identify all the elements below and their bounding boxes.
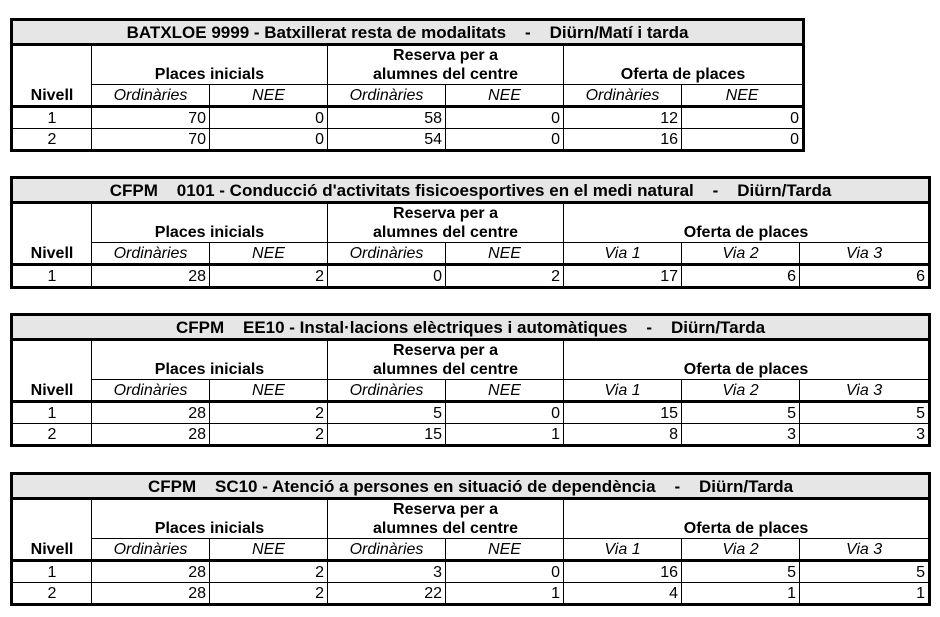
subheader-nee: NEE — [210, 539, 328, 561]
subheader-nee: NEE — [446, 243, 564, 265]
reserva-header-line2: alumnes del centre — [328, 65, 564, 85]
nivell-header: Nivell — [12, 243, 92, 265]
cell-via3: 6 — [800, 265, 930, 288]
table-batxloe-9999 — [10, 18, 805, 152]
subheader-nee: NEE — [210, 243, 328, 265]
table-title: CFPM EE10 - Instal·lacions elèctriques i automàtiques - Diürn/Tarda — [12, 315, 930, 340]
reserva-header-line1: Reserva per a — [328, 45, 564, 66]
cell-via1: 16 — [564, 561, 682, 583]
cell-res-nee: 0 — [446, 561, 564, 583]
cell-res-nee: 0 — [446, 129, 564, 151]
table-title: BATXLOE 9999 - Batxillerat resta de modalitats - Diürn/Matí i tarda — [12, 20, 804, 45]
cell-pi-nee: 0 — [210, 107, 328, 129]
cell-res-ord: 5 — [328, 402, 446, 424]
reserva-header-line1: Reserva per a — [328, 499, 564, 520]
reserva-header-line2: alumnes del centre — [328, 360, 564, 380]
cell-nivell: 1 — [12, 107, 92, 129]
subheader-via1: Via 1 — [564, 243, 682, 265]
nivell-header: Nivell — [12, 380, 92, 402]
cell-pi-ord: 28 — [92, 265, 210, 288]
oferta-header: Oferta de places — [564, 223, 930, 243]
places-inicials-header: Places inicials — [92, 360, 328, 380]
cell-pi-ord: 28 — [92, 424, 210, 446]
subheader-via2: Via 2 — [682, 243, 800, 265]
reserva-header-line1: Reserva per a — [328, 340, 564, 361]
subheader-via1: Via 1 — [564, 380, 682, 402]
cell-pi-nee: 2 — [210, 424, 328, 446]
cell-pi-nee: 2 — [210, 265, 328, 288]
cell-nivell: 1 — [12, 561, 92, 583]
subheader-via2: Via 2 — [682, 380, 800, 402]
cell-via3: 5 — [800, 561, 930, 583]
oferta-header: Oferta de places — [564, 519, 930, 539]
table-row — [12, 583, 930, 605]
reserva-header-line2: alumnes del centre — [328, 223, 564, 243]
subheader-nee: NEE — [210, 85, 328, 107]
table-row — [12, 402, 930, 424]
subheader-nee: NEE — [446, 85, 564, 107]
subheader-via3: Via 3 — [800, 243, 930, 265]
reserva-header-line2: alumnes del centre — [328, 519, 564, 539]
subheader-ordinaries: Ordinàries — [92, 243, 210, 265]
table-row — [12, 424, 930, 446]
cell-via2: 5 — [682, 561, 800, 583]
table-cfpm-0101 — [10, 176, 931, 289]
cell-nivell: 1 — [12, 402, 92, 424]
cell-pi-ord: 28 — [92, 561, 210, 583]
cell-via3: 3 — [800, 424, 930, 446]
table-title: CFPM SC10 - Atenció a persones en situació de dependència - Diürn/Tarda — [12, 474, 930, 499]
cell-res-nee: 0 — [446, 402, 564, 424]
subheader-ordinaries: Ordinàries — [92, 380, 210, 402]
cell-nivell: 1 — [12, 265, 92, 288]
places-inicials-header: Places inicials — [92, 223, 328, 243]
cell-pi-nee: 0 — [210, 129, 328, 151]
cell-via2: 6 — [682, 265, 800, 288]
cell-of-ord: 16 — [564, 129, 682, 151]
reserva-header-line1: Reserva per a — [328, 203, 564, 224]
cell-res-ord: 0 — [328, 265, 446, 288]
nivell-header: Nivell — [12, 85, 92, 107]
cell-via1: 8 — [564, 424, 682, 446]
cell-via2: 5 — [682, 402, 800, 424]
subheader-via3: Via 3 — [800, 380, 930, 402]
cell-pi-ord: 70 — [92, 107, 210, 129]
subheader-ordinaries: Ordinàries — [564, 85, 682, 107]
cell-res-nee: 2 — [446, 265, 564, 288]
cell-pi-ord: 28 — [92, 402, 210, 424]
subheader-nee: NEE — [446, 539, 564, 561]
table-row — [12, 129, 804, 151]
table-cfpm-sc10 — [10, 472, 931, 606]
cell-pi-nee: 2 — [210, 561, 328, 583]
subheader-nee: NEE — [210, 380, 328, 402]
cell-res-ord: 58 — [328, 107, 446, 129]
table-row — [12, 107, 804, 129]
table-title: CFPM 0101 - Conducció d'activitats fisicoesportives en el medi natural - Diürn/Tarda — [12, 178, 930, 203]
table-row — [12, 265, 930, 288]
oferta-header: Oferta de places — [564, 360, 930, 380]
cell-via1: 17 — [564, 265, 682, 288]
cell-via3: 1 — [800, 583, 930, 605]
cell-via3: 5 — [800, 402, 930, 424]
cell-pi-nee: 2 — [210, 583, 328, 605]
table-cfpm-ee10 — [10, 313, 931, 447]
cell-via1: 4 — [564, 583, 682, 605]
cell-of-ord: 12 — [564, 107, 682, 129]
cell-of-nee: 0 — [682, 107, 804, 129]
cell-res-nee: 1 — [446, 424, 564, 446]
oferta-header: Oferta de places — [564, 65, 804, 85]
places-inicials-header: Places inicials — [92, 519, 328, 539]
subheader-via2: Via 2 — [682, 539, 800, 561]
subheader-nee: NEE — [446, 380, 564, 402]
subheader-ordinaries: Ordinàries — [328, 243, 446, 265]
cell-res-ord: 3 — [328, 561, 446, 583]
subheader-ordinaries: Ordinàries — [328, 85, 446, 107]
nivell-header: Nivell — [12, 539, 92, 561]
cell-pi-nee: 2 — [210, 402, 328, 424]
cell-res-nee: 1 — [446, 583, 564, 605]
subheader-ordinaries: Ordinàries — [328, 539, 446, 561]
subheader-via1: Via 1 — [564, 539, 682, 561]
cell-nivell: 2 — [12, 583, 92, 605]
cell-pi-ord: 70 — [92, 129, 210, 151]
table-row — [12, 561, 930, 583]
cell-res-ord: 22 — [328, 583, 446, 605]
cell-nivell: 2 — [12, 424, 92, 446]
cell-pi-ord: 28 — [92, 583, 210, 605]
subheader-via3: Via 3 — [800, 539, 930, 561]
places-inicials-header: Places inicials — [92, 65, 328, 85]
subheader-ordinaries: Ordinàries — [92, 539, 210, 561]
subheader-nee: NEE — [682, 85, 804, 107]
cell-res-nee: 0 — [446, 107, 564, 129]
cell-nivell: 2 — [12, 129, 92, 151]
cell-res-ord: 15 — [328, 424, 446, 446]
subheader-ordinaries: Ordinàries — [92, 85, 210, 107]
cell-of-nee: 0 — [682, 129, 804, 151]
cell-via2: 1 — [682, 583, 800, 605]
cell-via2: 3 — [682, 424, 800, 446]
subheader-ordinaries: Ordinàries — [328, 380, 446, 402]
cell-res-ord: 54 — [328, 129, 446, 151]
cell-via1: 15 — [564, 402, 682, 424]
